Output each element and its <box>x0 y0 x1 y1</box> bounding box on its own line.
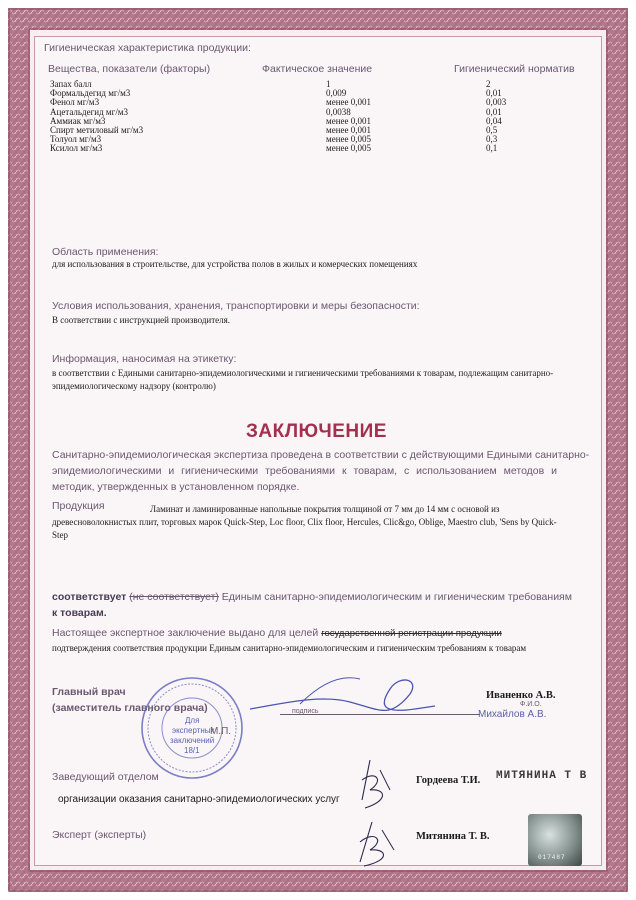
hygiene-row-norm: 2 <box>486 79 491 89</box>
seal-line1: Для <box>185 716 200 725</box>
hygiene-row-norm: 0,1 <box>486 143 498 154</box>
hygiene-row-name: Формальдегид мг/м3 <box>50 88 131 99</box>
chief-signature-caption: подпись <box>292 708 319 715</box>
issued-line1 <box>52 627 502 639</box>
hygiene-row-name: Толуол мг/м3 <box>50 134 102 145</box>
scope-label: Область применения: <box>52 246 159 258</box>
issued-text: Настоящее экспертное заключение выдано для целей <box>52 627 319 639</box>
seal-line2: экспертных <box>172 726 215 735</box>
issued-struck: государственной регистрации продукции <box>321 628 502 639</box>
col-norm-header: Гигиенический норматив <box>454 63 575 75</box>
hygiene-row-norm: 0,5 <box>486 125 498 135</box>
col-actual-header: Фактическое значение <box>262 63 373 75</box>
scope-value: для использования в строительстве, для устройства полов в жилых и комерческих помещениях <box>52 259 418 269</box>
product-line1: Ламинат и ламинированные напольные покрытия толщиной от 7 мм до 14 мм с основой из <box>150 504 500 514</box>
conclusion-line2: эпидемиологическими и гигиеническими требованиями к товарам, с использованием методов и <box>52 465 557 477</box>
chief-stamp-name: Михайлов А.В. <box>478 709 547 720</box>
hygiene-row-actual: менее 0,005 <box>326 143 371 154</box>
hygiene-row-norm: 0,003 <box>486 97 507 108</box>
expert-name: Митянина Т. В. <box>416 831 490 842</box>
head-dept-name: Гордеева Т.И. <box>416 775 481 786</box>
product-line2: древесноволокнистых плит, торговых марок Quick-Step, Loc floor, Clix floor, Hercules, Clic&go, Oblige, Maestro club, 'Sens by Quick- <box>52 517 557 527</box>
hygiene-row-norm: 0,3 <box>486 134 498 145</box>
head-dept-org: организации оказания санитарно-эпидемиологических услуг <box>58 794 340 805</box>
chief-label-deputy: (заместитель главного врача) <box>52 702 208 714</box>
head-dept-label: Заведующий отделом <box>52 771 159 783</box>
chief-name: Иваненко А.В. <box>486 690 556 701</box>
hygiene-row-actual: 1 <box>326 79 331 89</box>
chief-fio-caption: Ф.И.О. <box>520 701 542 708</box>
hygiene-heading: Гигиеническая характеристика продукции: <box>44 42 251 54</box>
product-line3: Step <box>52 530 69 540</box>
compliance-line2: к товарам. <box>52 607 107 619</box>
product-label: Продукция <box>52 500 105 512</box>
hygiene-row-actual: менее 0,005 <box>326 134 371 145</box>
compliance-rest: Единым санитарно-эпидемиологическим и гигиеническим требованиям <box>221 591 572 603</box>
col-substances-header: Вещества, показатели (факторы) <box>48 63 211 75</box>
issued-line2: подтверждения соответствия продукции Единым санитарно-эпидемиологическим и гигиеническим требованиям к товарам <box>52 643 527 653</box>
hygiene-row-name: Фенол мг/м3 <box>50 97 100 108</box>
hygiene-row-name: Ацетальдегид мг/м3 <box>50 106 129 117</box>
labeling-line2: эпидемиологическому надзору (контролю) <box>52 381 216 391</box>
expert-signatures <box>340 750 420 870</box>
seal-line3: заключений <box>170 736 215 745</box>
hygiene-row-name: Ксилол мг/м3 <box>50 143 103 154</box>
seal-number: 18/1 <box>184 746 200 755</box>
chief-signature <box>240 664 440 724</box>
chief-label: Главный врач <box>52 686 126 698</box>
hygiene-row-name: Аммиак мг/м3 <box>50 115 106 126</box>
head-dept-stamp-name: МИТЯНИНА Т В <box>496 770 588 782</box>
hygiene-row-name: Запах балл <box>50 79 92 89</box>
hygiene-row-norm: 0,04 <box>486 115 502 126</box>
hygiene-row-actual: менее 0,001 <box>326 125 371 135</box>
labeling-label: Информация, наносимая на этикетку: <box>52 353 237 365</box>
hygiene-row-name: Спирт метиловый мг/м3 <box>50 125 144 135</box>
conclusion-line3: методик, утвержденных в установленном порядке. <box>52 481 300 493</box>
conclusion-title: ЗАКЛЮЧЕНИЕ <box>246 421 387 442</box>
expert-label: Эксперт (эксперты) <box>52 829 147 841</box>
compliance-struck: (не соответствует) <box>129 591 219 603</box>
labeling-line1: в соответствии с Едиными санитарно-эпидемиологическими и гигиеническими требованиями к товарам, подлежащим санитарно- <box>52 368 554 378</box>
conclusion-line1: Санитарно-эпидемиологическая экспертиза проведена в соответствии с действующими Едиными санитарно- <box>52 449 590 461</box>
hologram-code: 017487 <box>538 854 566 861</box>
conditions-label: Условия использования, хранения, транспортировки и меры безопасности: <box>52 300 420 312</box>
conditions-value: В соответствии с инструкцией производителя. <box>52 315 231 325</box>
hygiene-row-actual: менее 0,001 <box>326 97 371 108</box>
hygiene-row-actual: 0,009 <box>326 88 347 99</box>
hygiene-row-norm: 0,01 <box>486 106 502 117</box>
hygiene-row-actual: менее 0,001 <box>326 115 371 126</box>
compliance-line1 <box>52 591 572 603</box>
compliance-bold: соответствует <box>52 591 127 603</box>
stamp-mp: М.П. <box>210 726 232 737</box>
hygiene-row-actual: 0,0038 <box>326 106 351 117</box>
hygiene-row-norm: 0,01 <box>486 88 502 99</box>
